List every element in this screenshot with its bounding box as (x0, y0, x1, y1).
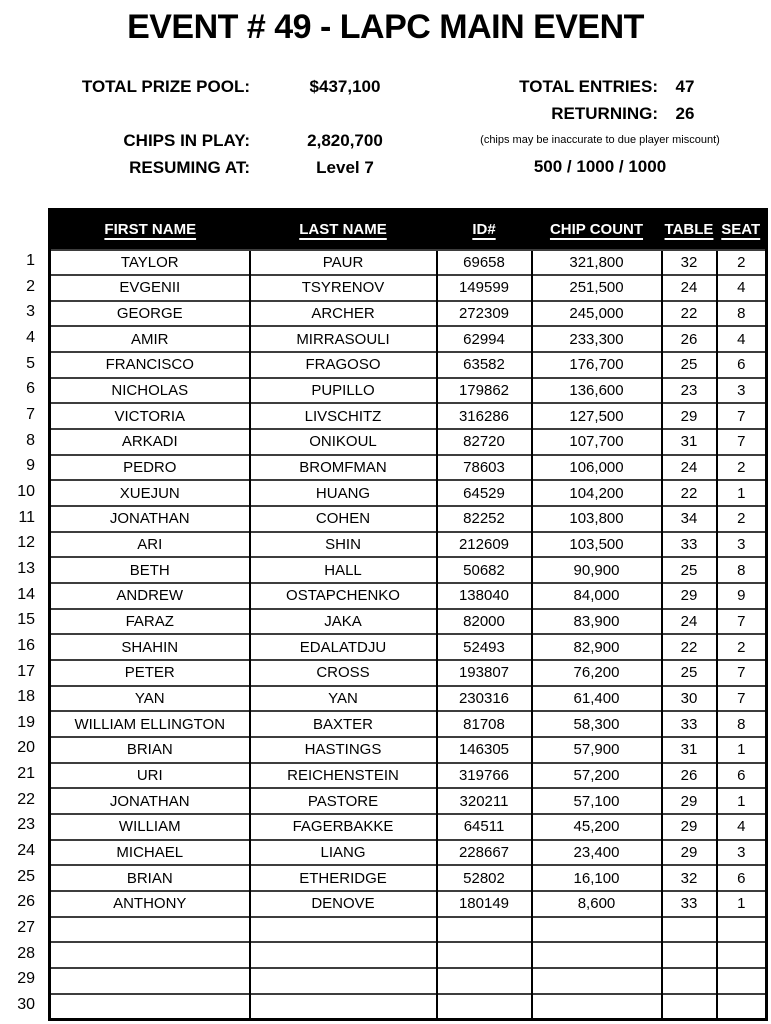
cell-table: 25 (662, 352, 717, 378)
chip-count-table (48, 208, 768, 1021)
row-number: 11 (18, 508, 35, 526)
cell-table (662, 917, 717, 943)
cell-id: 316286 (437, 403, 532, 429)
table-row (50, 609, 767, 635)
table-row (50, 250, 767, 276)
cell-table: 33 (662, 711, 717, 737)
cell-table: 29 (662, 788, 717, 814)
cell-seat: 2 (717, 506, 767, 532)
cell-table: 22 (662, 480, 717, 506)
cell-chip-count: 321,800 (532, 250, 662, 276)
cell-id (437, 968, 532, 994)
row-number: 3 (26, 303, 35, 321)
cell-first-name (50, 942, 250, 968)
cell-table: 24 (662, 455, 717, 481)
cell-id: 64511 (437, 814, 532, 840)
row-number: 13 (17, 559, 35, 577)
cell-table: 24 (662, 609, 717, 635)
cell-id: 63582 (437, 352, 532, 378)
cell-table: 22 (662, 634, 717, 660)
cell-seat: 1 (717, 788, 767, 814)
table-row (50, 557, 767, 583)
returning-value: 26 (675, 104, 695, 123)
cell-seat: 7 (717, 686, 767, 712)
cell-last-name: ETHERIDGE (250, 865, 437, 891)
cell-id: 320211 (437, 788, 532, 814)
cell-first-name: BETH (50, 557, 250, 583)
row-number: 24 (17, 842, 35, 860)
table-row (50, 583, 767, 609)
cell-first-name: YAN (50, 686, 250, 712)
cell-seat: 7 (717, 660, 767, 686)
cell-id: 62994 (437, 326, 532, 352)
cell-chip-count (532, 968, 662, 994)
cell-chip-count (532, 994, 662, 1020)
cell-id: 212609 (437, 532, 532, 558)
cell-seat: 3 (717, 378, 767, 404)
cell-last-name: BROMFMAN (250, 455, 437, 481)
cell-last-name (250, 917, 437, 943)
cell-id: 64529 (437, 480, 532, 506)
cell-seat: 3 (717, 532, 767, 558)
cell-chip-count: 107,700 (532, 429, 662, 455)
row-number: 14 (17, 585, 35, 603)
table-row (50, 686, 767, 712)
cell-chip-count (532, 942, 662, 968)
cell-first-name: BRIAN (50, 865, 250, 891)
cell-last-name: ARCHER (250, 301, 437, 327)
cell-table: 31 (662, 429, 717, 455)
header-id: ID# (437, 210, 532, 250)
row-number: 28 (17, 944, 35, 962)
cell-id: 82252 (437, 506, 532, 532)
cell-first-name: AMIR (50, 326, 250, 352)
cell-chip-count: 106,000 (532, 455, 662, 481)
row-number: 15 (17, 611, 35, 629)
cell-seat: 8 (717, 301, 767, 327)
cell-seat: 4 (717, 275, 767, 301)
cell-table: 24 (662, 275, 717, 301)
row-number: 9 (26, 457, 35, 475)
cell-table: 32 (662, 250, 717, 276)
cell-first-name: FARAZ (50, 609, 250, 635)
cell-last-name: HASTINGS (250, 737, 437, 763)
table-row (50, 352, 767, 378)
cell-chip-count: 103,800 (532, 506, 662, 532)
cell-chip-count: 90,900 (532, 557, 662, 583)
table-row (50, 455, 767, 481)
cell-last-name: JAKA (250, 609, 437, 635)
cell-last-name: COHEN (250, 506, 437, 532)
cell-id: 146305 (437, 737, 532, 763)
table-row (50, 814, 767, 840)
cell-id: 179862 (437, 378, 532, 404)
cell-last-name: PUPILLO (250, 378, 437, 404)
table-header-row (50, 210, 767, 250)
cell-table (662, 968, 717, 994)
cell-chip-count: 83,900 (532, 609, 662, 635)
row-number: 2 (26, 277, 35, 295)
cell-chip-count: 57,200 (532, 763, 662, 789)
cell-first-name: WILLIAM ELLINGTON (50, 711, 250, 737)
cell-last-name (250, 968, 437, 994)
cell-chip-count: 176,700 (532, 352, 662, 378)
cell-last-name: CROSS (250, 660, 437, 686)
cell-chip-count: 16,100 (532, 865, 662, 891)
page-title: EVENT # 49 - LAPC MAIN EVENT (127, 8, 644, 46)
cell-seat: 2 (717, 250, 767, 276)
cell-last-name: MIRRASOULI (250, 326, 437, 352)
cell-first-name: GEORGE (50, 301, 250, 327)
cell-last-name: ONIKOUL (250, 429, 437, 455)
cell-last-name: HUANG (250, 480, 437, 506)
cell-table: 25 (662, 660, 717, 686)
cell-first-name: XUEJUN (50, 480, 250, 506)
cell-table (662, 942, 717, 968)
cell-first-name: URI (50, 763, 250, 789)
cell-table: 31 (662, 737, 717, 763)
row-number: 19 (17, 713, 35, 731)
cell-id: 69658 (437, 250, 532, 276)
cell-chip-count: 84,000 (532, 583, 662, 609)
cell-first-name: JONATHAN (50, 506, 250, 532)
cell-seat: 8 (717, 711, 767, 737)
row-number: 18 (17, 688, 35, 706)
cell-seat: 1 (717, 891, 767, 917)
row-number: 1 (26, 252, 35, 269)
cell-id: 52493 (437, 634, 532, 660)
cell-chip-count: 251,500 (532, 275, 662, 301)
cell-last-name: HALL (250, 557, 437, 583)
cell-first-name: EVGENII (50, 275, 250, 301)
total-entries-label: TOTAL ENTRIES: (519, 77, 658, 96)
returning-label: RETURNING: (551, 104, 658, 123)
resuming-blinds: 500 / 1000 / 1000 (533, 157, 667, 176)
cell-chip-count: 8,600 (532, 891, 662, 917)
cell-table (662, 994, 717, 1020)
row-number: 23 (17, 816, 35, 834)
cell-seat: 7 (717, 609, 767, 635)
cell-chip-count: 82,900 (532, 634, 662, 660)
table-row (50, 891, 767, 917)
total-entries-value: 47 (675, 77, 695, 96)
cell-id: 272309 (437, 301, 532, 327)
cell-chip-count: 58,300 (532, 711, 662, 737)
cell-table: 29 (662, 814, 717, 840)
header-seat: SEAT (717, 210, 767, 250)
cell-id: 52802 (437, 865, 532, 891)
chips-in-play-label: CHIPS IN PLAY: (123, 131, 250, 150)
cell-chip-count: 104,200 (532, 480, 662, 506)
cell-id: 82000 (437, 609, 532, 635)
cell-seat: 2 (717, 634, 767, 660)
cell-id: 81708 (437, 711, 532, 737)
resuming-at-value: Level 7 (316, 158, 374, 177)
cell-first-name: TAYLOR (50, 250, 250, 276)
cell-last-name: DENOVE (250, 891, 437, 917)
table-row (50, 480, 767, 506)
cell-seat: 1 (717, 480, 767, 506)
cell-id: 50682 (437, 557, 532, 583)
table-row (50, 968, 767, 994)
row-number: 16 (17, 636, 35, 654)
cell-seat: 2 (717, 455, 767, 481)
chips-in-play-value: 2,820,700 (307, 131, 383, 150)
cell-table: 22 (662, 301, 717, 327)
prize-pool-label: TOTAL PRIZE POOL: (81, 77, 250, 96)
cell-first-name: SHAHIN (50, 634, 250, 660)
row-number: 5 (26, 354, 35, 372)
cell-table: 30 (662, 686, 717, 712)
cell-id: 138040 (437, 583, 532, 609)
cell-seat: 1 (717, 737, 767, 763)
table-row (50, 301, 767, 327)
row-number: 30 (17, 996, 35, 1014)
cell-first-name: NICHOLAS (50, 378, 250, 404)
header-first-name: FIRST NAME (50, 210, 250, 250)
cell-chip-count: 233,300 (532, 326, 662, 352)
prize-pool-value: $437,100 (309, 77, 381, 96)
table-row (50, 737, 767, 763)
cell-seat (717, 942, 767, 968)
cell-id: 193807 (437, 660, 532, 686)
cell-seat: 3 (717, 840, 767, 866)
cell-last-name: LIVSCHITZ (250, 403, 437, 429)
row-number: 7 (26, 405, 35, 423)
cell-table: 34 (662, 506, 717, 532)
table-row (50, 634, 767, 660)
cell-last-name: SHIN (250, 532, 437, 558)
row-number: 20 (17, 739, 35, 757)
cell-chip-count: 23,400 (532, 840, 662, 866)
header-chip-count: CHIP COUNT (532, 210, 662, 250)
cell-chip-count: 45,200 (532, 814, 662, 840)
cell-id: 82720 (437, 429, 532, 455)
cell-chip-count: 76,200 (532, 660, 662, 686)
cell-table: 29 (662, 840, 717, 866)
cell-first-name: MICHAEL (50, 840, 250, 866)
cell-last-name: BAXTER (250, 711, 437, 737)
cell-seat (717, 968, 767, 994)
row-number: 10 (17, 482, 35, 500)
cell-chip-count: 245,000 (532, 301, 662, 327)
cell-id (437, 942, 532, 968)
cell-last-name (250, 942, 437, 968)
cell-seat: 6 (717, 865, 767, 891)
cell-last-name: FAGERBAKKE (250, 814, 437, 840)
cell-first-name (50, 917, 250, 943)
cell-first-name: ANDREW (50, 583, 250, 609)
table-row (50, 788, 767, 814)
cell-last-name: PAUR (250, 250, 437, 276)
row-number: 17 (17, 662, 35, 680)
cell-last-name: PASTORE (250, 788, 437, 814)
table-row (50, 917, 767, 943)
table-row (50, 865, 767, 891)
table-row (50, 532, 767, 558)
header-table: TABLE (662, 210, 717, 250)
table-row (50, 942, 767, 968)
cell-seat: 6 (717, 352, 767, 378)
chip-table-body (50, 250, 767, 1020)
cell-first-name: WILLIAM (50, 814, 250, 840)
row-number: 29 (17, 970, 35, 988)
cell-seat: 4 (717, 326, 767, 352)
cell-table: 29 (662, 583, 717, 609)
cell-seat: 7 (717, 429, 767, 455)
cell-last-name: LIANG (250, 840, 437, 866)
cell-id (437, 917, 532, 943)
cell-first-name: ANTHONY (50, 891, 250, 917)
cell-last-name: EDALATDJU (250, 634, 437, 660)
table-row (50, 763, 767, 789)
table-row (50, 378, 767, 404)
cell-chip-count: 136,600 (532, 378, 662, 404)
cell-first-name: BRIAN (50, 737, 250, 763)
cell-id: 78603 (437, 455, 532, 481)
cell-table: 25 (662, 557, 717, 583)
cell-seat: 8 (717, 557, 767, 583)
cell-id: 228667 (437, 840, 532, 866)
cell-chip-count: 61,400 (532, 686, 662, 712)
cell-last-name: OSTAPCHENKO (250, 583, 437, 609)
cell-seat (717, 994, 767, 1020)
cell-first-name: PEDRO (50, 455, 250, 481)
cell-seat (717, 917, 767, 943)
row-number: 8 (26, 431, 35, 449)
cell-table: 26 (662, 763, 717, 789)
table-row (50, 429, 767, 455)
cell-table: 33 (662, 891, 717, 917)
cell-seat: 4 (717, 814, 767, 840)
chip-miscount-note: (chips may be inaccurate to due player miscount) (480, 134, 720, 146)
cell-id (437, 994, 532, 1020)
header-last-name: LAST NAME (250, 210, 437, 250)
table-row (50, 660, 767, 686)
cell-first-name: ARI (50, 532, 250, 558)
cell-chip-count (532, 917, 662, 943)
cell-first-name: ARKADI (50, 429, 250, 455)
cell-first-name: VICTORIA (50, 403, 250, 429)
table-row (50, 840, 767, 866)
cell-seat: 7 (717, 403, 767, 429)
row-number: 12 (17, 534, 35, 552)
cell-table: 26 (662, 326, 717, 352)
cell-first-name: PETER (50, 660, 250, 686)
table-row (50, 275, 767, 301)
table-row (50, 403, 767, 429)
row-number: 27 (17, 919, 35, 937)
row-number: 22 (17, 790, 35, 808)
row-number-gutter (0, 248, 35, 1018)
cell-last-name: REICHENSTEIN (250, 763, 437, 789)
cell-last-name (250, 994, 437, 1020)
cell-chip-count: 57,100 (532, 788, 662, 814)
cell-seat: 9 (717, 583, 767, 609)
table-row (50, 326, 767, 352)
cell-table: 32 (662, 865, 717, 891)
row-number: 6 (26, 380, 35, 398)
row-number: 25 (17, 867, 35, 885)
cell-first-name: JONATHAN (50, 788, 250, 814)
cell-seat: 6 (717, 763, 767, 789)
cell-last-name: YAN (250, 686, 437, 712)
cell-id: 319766 (437, 763, 532, 789)
cell-first-name (50, 968, 250, 994)
cell-chip-count: 103,500 (532, 532, 662, 558)
cell-id: 149599 (437, 275, 532, 301)
row-number: 26 (17, 893, 35, 911)
cell-first-name: FRANCISCO (50, 352, 250, 378)
cell-table: 23 (662, 378, 717, 404)
row-number: 21 (17, 765, 35, 783)
cell-first-name (50, 994, 250, 1020)
table-row (50, 994, 767, 1020)
row-number: 4 (26, 328, 35, 346)
cell-id: 230316 (437, 686, 532, 712)
cell-chip-count: 57,900 (532, 737, 662, 763)
cell-chip-count: 127,500 (532, 403, 662, 429)
cell-last-name: TSYRENOV (250, 275, 437, 301)
cell-last-name: FRAGOSO (250, 352, 437, 378)
cell-table: 29 (662, 403, 717, 429)
cell-table: 33 (662, 532, 717, 558)
table-row (50, 506, 767, 532)
cell-id: 180149 (437, 891, 532, 917)
table-row (50, 711, 767, 737)
resuming-at-label: RESUMING AT: (129, 158, 250, 177)
